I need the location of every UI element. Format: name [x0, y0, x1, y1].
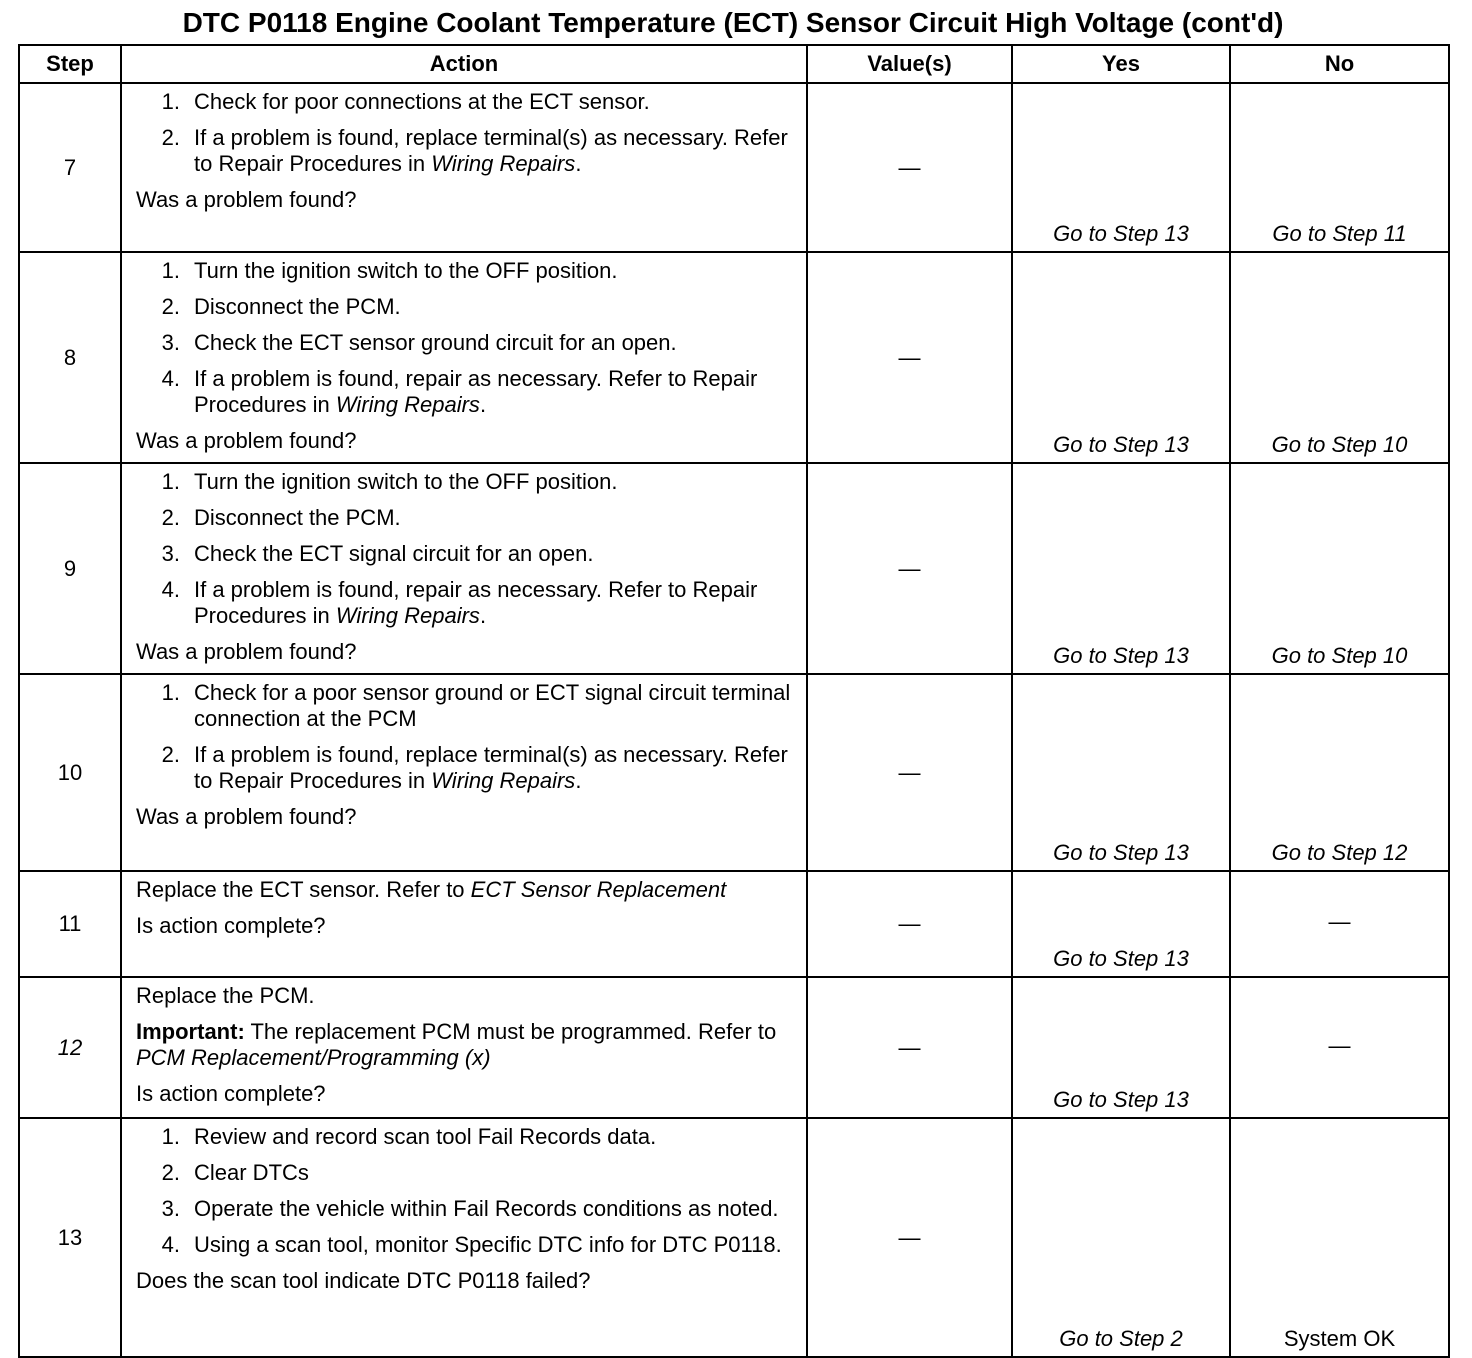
no-cell: System OK — [1230, 1118, 1449, 1357]
action-item-text — [194, 577, 796, 629]
header-no: No — [1230, 45, 1449, 83]
no-cell: — — [1230, 977, 1449, 1118]
text-run: Disconnect the PCM. — [194, 505, 401, 530]
reference-link-text: Wiring Repairs — [335, 603, 480, 628]
action-item-text — [194, 258, 796, 284]
action-item — [136, 577, 796, 629]
value-cell: — — [807, 463, 1012, 674]
action-item-number: 3. — [161, 1196, 180, 1221]
text-run: . — [479, 392, 487, 417]
value-cell: — — [807, 871, 1012, 977]
header-row — [19, 45, 1449, 83]
action-list — [136, 1124, 796, 1258]
text-run: If a problem is found, replace terminal(s) as necessary. Refer to Repair Procedures in — [194, 125, 788, 176]
header-action: Action — [121, 45, 807, 83]
action-paragraph — [136, 983, 796, 1009]
reference-link-text: Wiring Repairs — [431, 151, 576, 176]
step-number: 7 — [19, 83, 121, 252]
action-item-text — [194, 469, 796, 495]
action-cell — [121, 463, 807, 674]
action-item-text — [194, 1196, 796, 1222]
action-question: Was a problem found? — [136, 804, 357, 829]
action-paragraph — [136, 877, 796, 903]
yes-cell: Go to Step 13 — [1012, 871, 1230, 977]
table-row — [19, 83, 1449, 252]
action-list — [136, 258, 796, 418]
action-item — [136, 125, 796, 177]
action-item — [136, 742, 796, 794]
action-cell — [121, 871, 807, 977]
action-item-number: 2. — [161, 742, 180, 767]
action-item-number: 4. — [161, 366, 180, 391]
value-cell: — — [807, 977, 1012, 1118]
action-item-text — [194, 330, 796, 356]
action-question: Is action complete? — [136, 1081, 326, 1106]
no-cell: Go to Step 10 — [1230, 463, 1449, 674]
action-item — [136, 330, 796, 356]
no-cell: Go to Step 10 — [1230, 252, 1449, 463]
step-number: 9 — [19, 463, 121, 674]
action-item-text — [194, 366, 796, 418]
action-item-text — [194, 541, 796, 567]
text-run: The replacement PCM must be programmed. Refer to — [244, 1019, 777, 1044]
yes-cell: Go to Step 13 — [1012, 83, 1230, 252]
action-item-number: 1. — [161, 469, 180, 494]
text-run: If a problem is found, replace terminal(s) as necessary. Refer to Repair Procedures in — [194, 742, 788, 793]
action-list — [136, 469, 796, 629]
table-row — [19, 674, 1449, 871]
action-list — [136, 680, 796, 794]
yes-cell: Go to Step 13 — [1012, 463, 1230, 674]
table-row — [19, 1118, 1449, 1357]
reference-link-text: PCM Replacement/Programming (x) — [136, 1045, 491, 1070]
text-run: Turn the ignition switch to the OFF position. — [194, 469, 618, 494]
action-item-number: 1. — [161, 1124, 180, 1149]
reference-link-text: Wiring Repairs — [431, 768, 576, 793]
header-step: Step — [19, 45, 121, 83]
action-item-text — [194, 505, 796, 531]
reference-link-text: Wiring Repairs — [335, 392, 480, 417]
action-item-number: 4. — [161, 1232, 180, 1257]
value-cell: — — [807, 83, 1012, 252]
text-run: Review and record scan tool Fail Records data. — [194, 1124, 657, 1149]
action-item — [136, 1160, 796, 1186]
action-cell — [121, 252, 807, 463]
table-row — [19, 977, 1449, 1118]
action-item-text — [194, 680, 796, 732]
action-item-text — [194, 125, 796, 177]
header-values: Value(s) — [807, 45, 1012, 83]
action-item-text — [194, 1232, 796, 1258]
no-cell: Go to Step 11 — [1230, 83, 1449, 252]
action-question: Was a problem found? — [136, 187, 357, 212]
action-item-number: 2. — [161, 294, 180, 319]
text-run: . — [575, 768, 582, 793]
step-number: 8 — [19, 252, 121, 463]
table-body — [19, 83, 1449, 1357]
action-item — [136, 680, 796, 732]
action-cell — [121, 1118, 807, 1357]
text-run: Replace the PCM. — [136, 983, 315, 1008]
diagnostic-table — [18, 44, 1450, 1358]
text-run: . — [479, 603, 487, 628]
action-item — [136, 1232, 796, 1258]
text-run: . — [575, 151, 582, 176]
action-item-text — [194, 742, 796, 794]
action-cell — [121, 977, 807, 1118]
action-item — [136, 1196, 796, 1222]
yes-cell: Go to Step 13 — [1012, 674, 1230, 871]
text-run: Check for a poor sensor ground or ECT signal circuit terminal connection at the PCM — [194, 680, 791, 731]
important-label: Important: — [136, 1019, 245, 1044]
action-item — [136, 469, 796, 495]
action-cell — [121, 83, 807, 252]
yes-cell: Go to Step 13 — [1012, 977, 1230, 1118]
text-run: Clear DTCs — [194, 1160, 309, 1185]
step-number: 10 — [19, 674, 121, 871]
action-question: Is action complete? — [136, 913, 326, 938]
text-run: Using a scan tool, monitor Specific DTC info for DTC P0118. — [194, 1232, 782, 1257]
action-item — [136, 89, 796, 115]
action-item — [136, 505, 796, 531]
yes-cell: Go to Step 2 — [1012, 1118, 1230, 1357]
table-row — [19, 463, 1449, 674]
action-item — [136, 258, 796, 284]
value-cell: — — [807, 1118, 1012, 1357]
value-cell: — — [807, 674, 1012, 871]
action-list — [136, 89, 796, 177]
action-item-number: 1. — [161, 89, 180, 114]
action-item-text — [194, 1160, 796, 1186]
action-item-number: 3. — [161, 541, 180, 566]
value-cell: — — [807, 252, 1012, 463]
step-number: 12 — [19, 977, 121, 1118]
action-question: Does the scan tool indicate DTC P0118 failed? — [136, 1268, 591, 1293]
reference-link-text: ECT Sensor Replacement — [470, 877, 727, 902]
action-item-text — [194, 294, 796, 320]
text-run: Check for poor connections at the ECT sensor. — [194, 89, 650, 114]
text-run: Replace the ECT sensor. Refer to — [136, 877, 471, 902]
table-row — [19, 871, 1449, 977]
text-run: Disconnect the PCM. — [194, 294, 401, 319]
action-item-number: 2. — [161, 505, 180, 530]
text-run: Check the ECT sensor ground circuit for an open. — [194, 330, 677, 355]
action-item — [136, 294, 796, 320]
action-item — [136, 366, 796, 418]
action-item-number: 2. — [161, 125, 180, 150]
action-item-number: 1. — [161, 680, 180, 705]
step-number: 13 — [19, 1118, 121, 1357]
action-question: Was a problem found? — [136, 428, 357, 453]
no-cell: — — [1230, 871, 1449, 977]
action-item-number: 2. — [161, 1160, 180, 1185]
text-run: Operate the vehicle within Fail Records conditions as noted. — [194, 1196, 779, 1221]
text-run: Turn the ignition switch to the OFF position. — [194, 258, 618, 283]
action-item — [136, 541, 796, 567]
text-run: Check the ECT signal circuit for an open. — [194, 541, 594, 566]
action-item-text — [194, 1124, 796, 1150]
action-question: Was a problem found? — [136, 639, 357, 664]
page-title: DTC P0118 Engine Coolant Temperature (ECT) Sensor Circuit High Voltage (cont'd) — [182, 7, 1284, 38]
action-paragraph — [136, 1019, 796, 1071]
action-item — [136, 1124, 796, 1150]
action-item-number: 4. — [161, 577, 180, 602]
header-yes: Yes — [1012, 45, 1230, 83]
text-run: If a problem is found, repair as necessary. Refer to Repair Procedures in — [194, 366, 758, 417]
action-cell — [121, 674, 807, 871]
no-cell: Go to Step 12 — [1230, 674, 1449, 871]
step-number: 11 — [19, 871, 121, 977]
text-run: If a problem is found, repair as necessary. Refer to Repair Procedures in — [194, 577, 758, 628]
action-item-number: 1. — [161, 258, 180, 283]
action-item-number: 3. — [161, 330, 180, 355]
table-row — [19, 252, 1449, 463]
action-item-text — [194, 89, 796, 115]
yes-cell: Go to Step 13 — [1012, 252, 1230, 463]
